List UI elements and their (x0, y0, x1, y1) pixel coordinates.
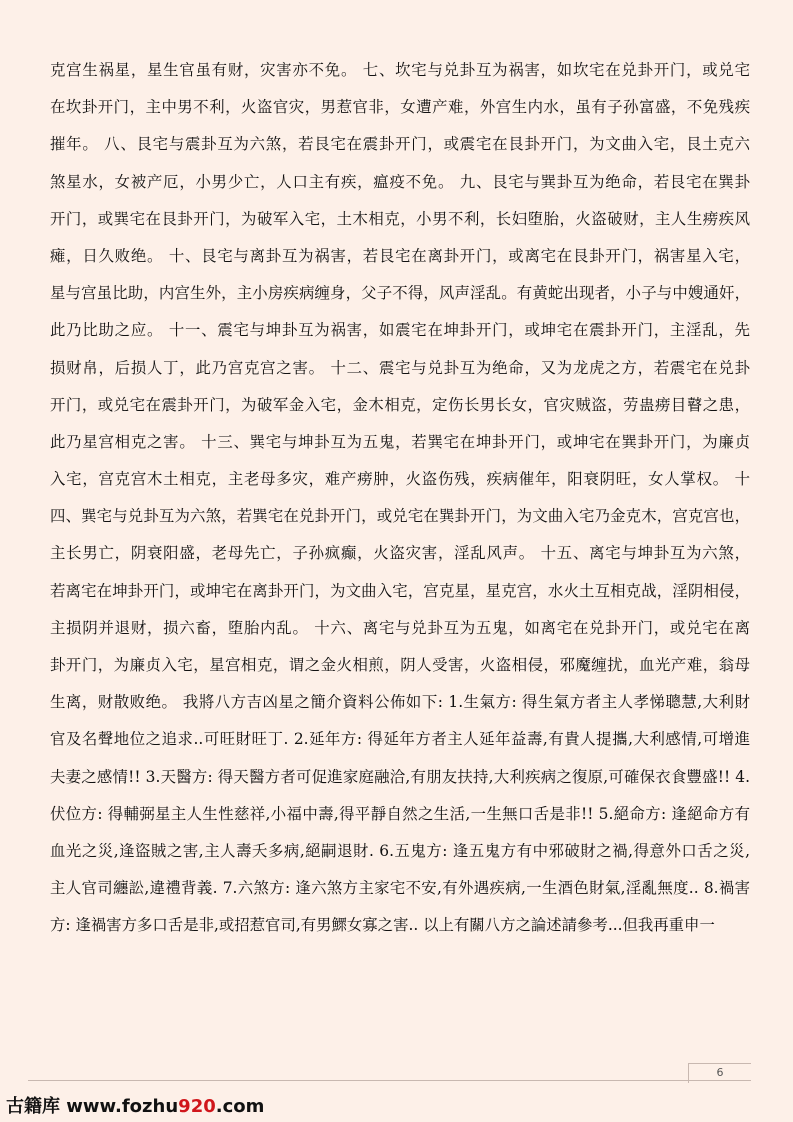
text-line: 损财帛，后损人丁，此乃宫克宫之害。 十二、震宅与兑卦互为绝命，又为龙虎之方，若震宅在兑卦 (50, 358, 750, 377)
text-line: 若离宅在坤卦开门，或坤宅在离卦开门，为文曲入宅，宫克星，星克宫，水火土互相克战，淫阴相侵， (50, 581, 750, 600)
watermark-site-suffix: .com (215, 1096, 265, 1117)
page-number: 6 (688, 1063, 751, 1083)
text-line: 主人官司纏訟,違禮背義. 7.六煞方: 逢六煞方主家宅不安,有外遇疾病,一生酒色財氣,淫亂無度.. 8.禍害 (50, 879, 750, 898)
watermark-label: 古籍库 (6, 1096, 60, 1117)
text-line: 煞星水，女被产厄，小男少亡，人口主有疾，瘟疫不免。 九、艮宅与巽卦互为绝命，若艮宅在巽卦 (50, 172, 750, 191)
text-line: 伏位方: 得輔弼星主人生性慈祥,小福中壽,得平靜自然之生活,一生無口舌是非!! 5.絕命方: 逢絕命方有 (50, 804, 750, 823)
watermark-site-prefix: www.fozhu (66, 1096, 179, 1117)
text-line: 此乃星宫相克之害。 十三、巽宅与坤卦互为五鬼，若巽宅在坤卦开门，或坤宅在巽卦开门，为廉贞 (50, 432, 750, 451)
text-line: 在坎卦开门，主中男不利，火盗官灾，男惹官非，女遭产难，外宫生内水，虽有子孙富盛，不免残疾 (50, 98, 750, 117)
text-line: 夫妻之感情!! 3.天醫方: 得天醫方者可促進家庭融洽,有朋友扶持,大利疾病之復原,可確保衣食豐盛!! 4. (50, 767, 750, 786)
footer-divider (28, 1080, 751, 1081)
text-line: 官及名聲地位之追求..可旺財旺丁. 2.延年方: 得延年方者主人延年益壽,有貴人提攜,大利感情,可增進 (50, 730, 750, 749)
text-line: 血光之災,逢盜賊之害,主人壽夭多病,絕嗣退財. 6.五鬼方: 逢五鬼方有中邪破財之禍,得意外口舌之災, (50, 841, 750, 860)
text-line: 卦开门，为廉贞入宅，星宫相克，谓之金火相煎，阴人受害，火盗相侵，邪魔缠扰，血光产难，翁母 (50, 656, 750, 674)
text-line: 开门，或巽宅在艮卦开门，为破军入宅，土木相克，小男不利，长妇堕胎，火盗破财，主人生痨疾风 (50, 209, 750, 228)
text-line: 入宅，宫克宫木土相克，主老母多灾，难产痨肿，火盗伤残，疾病催年，阳衰阴旺，女人掌权。 十 (50, 470, 750, 489)
text-line: 克宫生祸星，星生官虽有财，灾害亦不免。 七、坎宅与兑卦互为祸害，如坎宅在兑卦开门，或兑宅 (50, 61, 750, 79)
watermark-site-accent: 920 (178, 1096, 216, 1117)
text-line: 四、巽宅与兑卦互为六煞，若巽宅在兑卦开门，或兑宅在巽卦开门，为文曲入宅乃金克木，宫克宫也， (50, 507, 750, 526)
text-line: 开门，或兑宅在震卦开门，为破军金入宅，金木相克，定伤长男长女，官灾贼盗，劳蛊痨目瞽之患， (50, 395, 750, 414)
body-text (50, 52, 750, 945)
site-watermark (6, 1092, 264, 1118)
text-line: 方: 逢禍害方多口舌是非,或招惹官司,有男鰥女寡之害.. 以上有關八方之論述請參考...但我再重申一 (50, 916, 715, 935)
text-line: 瘫，日久败绝。 十、艮宅与离卦互为祸害，若艮宅在离卦开门，或离宅在艮卦开门，祸害星入宅， (50, 246, 750, 265)
text-line: 主长男亡，阴衰阳盛，老母先亡，子孙疯癫，火盗灾害，淫乱风声。 十五、离宅与坤卦互为六煞， (50, 544, 750, 563)
text-line: 星与宫虽比助，内宫生外，主小房疾病缠身，父子不得，风声淫乱。有黄蛇出现者，小子与中嫂通奸， (50, 284, 750, 303)
text-line: 主损阴并退财，损六畜，堕胎内乱。 十六、离宅与兑卦互为五鬼，如离宅在兑卦开门，或兑宅在离 (50, 618, 750, 637)
text-line: 生离，财散败绝。 我將八方吉凶星之簡介資料公佈如下: 1.生氣方: 得生氣方者主人孝悌聰慧,大利財 (50, 693, 750, 712)
text-line: 此乃比助之应。 十一、震宅与坤卦互为祸害，如震宅在坤卦开门，或坤宅在震卦开门，主淫乱，先 (50, 321, 750, 340)
text-line: 摧年。 八、艮宅与震卦互为六煞，若艮宅在震卦开门，或震宅在艮卦开门，为文曲入宅，艮土克六 (50, 135, 750, 154)
